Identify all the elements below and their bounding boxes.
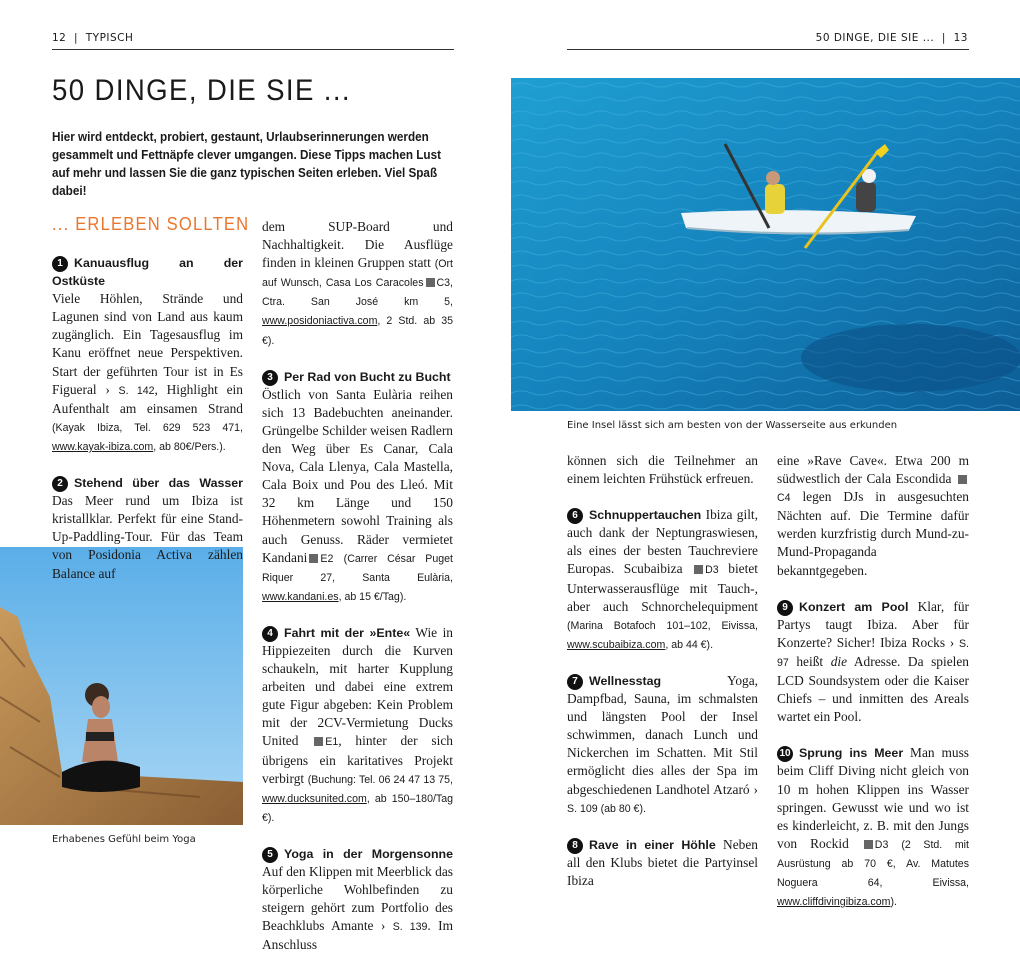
item-number-badge: 4 — [262, 626, 278, 642]
right-running-header: 50 DINGE, DIE SIE ... | 13 — [815, 32, 968, 44]
item-2-part-2: dem SUP-Board und Nachhaltigkeit. Die Ausflüge finden in kleinen Gruppen statt (Ort auf Wunsch, Casa Los Caracoles C3, Ctra. San José km 5, www.posidoniactiva.com, 2 Std. ab 35 €). — [262, 219, 453, 347]
map-icon — [958, 475, 967, 484]
item-heading: Yoga in der Morgensonne — [284, 846, 453, 861]
item-9: 9 Konzert am Pool Klar, für Partys taugt Ibiza. Aber für Konzerte? Sicher! Ibiza Rocks › S. 97 heißt die Adresse. Da spielen LCD Soundsystem oder die Kaiser Chiefs – und inmitten des Areals wartet ein Pool. — [777, 598, 969, 725]
item-2-part-1: 2 Stehend über das Wasser Das Meer rund um Ibiza ist kristallklar. Perfekt für eine Stand-Up-Paddling-Tour. Für das Team von Posidonia Activa zählen Balance auf — [52, 476, 243, 581]
right-header-rule — [567, 49, 969, 50]
item-number-badge: 9 — [777, 600, 793, 616]
item-number-badge: 6 — [567, 508, 583, 524]
item-heading: Sprung ins Meer — [799, 746, 904, 761]
left-running-header: 12 | TYPISCH — [52, 32, 134, 44]
section-subtitle: ... ERLEBEN SOLLTEN — [52, 214, 250, 234]
item-4: 4 Fahrt mit der »Ente« Wie in Hippiezeiten durch die Kurven schaukeln, mit harter Kupplung arbeiten und dabei eine extrem gute Figur abgeben: Kein Problem mit der 2CV-Vermietung Ducks United E1, hinter der sich übrigens ein karitatives Projekt verbirgt (Buchung: Tel. 06 24 47 13 75, www.ducksunited.com, ab 150–180/Tag €). — [262, 624, 453, 824]
item-5-part-2: können sich die Teilnehmer an einem leichten Frühstück erfreuen. — [567, 453, 758, 487]
item-7: 7 Wellnesstag Yoga, Dampfbad, Sauna, im schmalsten und längsten Pool der Insel schwimmen, danach Lunch und Nickerchen im Schatten. Mit Stil ermöglicht dies alles der Spa im abgeschiedenen Landhotel Atzaró › S. 109 (ab 80 €). — [567, 672, 758, 815]
item-number-badge: 8 — [567, 838, 583, 854]
item-heading: Fahrt mit der »Ente« — [284, 625, 411, 640]
item-number-badge: 5 — [262, 847, 278, 863]
cliffdiving-link[interactable]: www.cliffdivingibiza.com — [777, 896, 891, 909]
kayak-photo — [511, 78, 1020, 411]
kayak-caption: Eine Insel lässt sich am besten von der Wasserseite aus erkunden — [567, 420, 898, 431]
item-8-part-1: 8 Rave in einer Höhle Neben all den Klubs bietet die Partyinsel Ibiza — [567, 836, 758, 888]
item-6: 6 Schnuppertauchen Ibiza gilt, auch dank der Neptungraswiesen, als eines der besten Tauchreviere Europas. Scubaibiza D3 bietet Unterwasserausflüge mit Tauch-, aber auch Schnorchelequipment (Marina Botafoch 101–102, Eivissa, www.scubaibiza.com, ab 44 €). — [567, 507, 758, 651]
column-1 — [52, 254, 243, 601]
item-5-part-1: 5 Yoga in der Morgensonne Auf den Klippen mit Meerblick das körperliche Wohlbefinden zu steigern gehört zum Portfolio des Beachklubs Amante › S. 139. Im Anschluss — [262, 846, 453, 953]
map-icon — [309, 554, 318, 563]
left-section-label: TYPISCH — [85, 32, 134, 44]
column-4 — [777, 452, 969, 929]
posidonia-link[interactable]: www.posidoniactiva.com — [262, 315, 378, 328]
item-heading: Stehend über das Wasser — [74, 476, 243, 491]
item-heading: Kanuausflug an der Ostküste — [52, 256, 243, 289]
item-number-badge: 1 — [52, 256, 68, 272]
item-number-badge: 7 — [567, 674, 583, 690]
item-1: 1 Kanuausflug an der Ostküste Viele Höhlen, Strände und Lagunen sind von Land aus kaum zugänglich. Ein Tagesausflug im Kanu eröffnet neue Perspektiven. Start der geführten Tour ist in Es Figueral › S. 142, Highlight ein Aufenthalt am einsamen Strand (Kayak Ibiza, Tel. 629 523 471, www.kayak-ibiza.com, ab 80€/Pers.). — [52, 256, 243, 453]
item-10: 10 Sprung ins Meer Man muss beim Cliff Diving nicht gleich von 10 m hohen Klippen ins Wasser springen. Gewusst wie und wo ist es kinderleicht, z. B. mit den Jungs von Rockid D3 (2 Std. mit Ausrüstung ab 70 €, Av. Matutes Noguera 64, Eivissa, www.cliffdivingibiza.com). — [777, 745, 969, 909]
left-page-number: 12 — [52, 32, 67, 44]
intro-text: Hier wird entdeckt, probiert, gestaunt, Urlaubserinnerungen werden gesammelt und Fettnäpfe clever umgangen. Diese Tipps machen Lust auf mehr und lassen Sie die ganz typischen Seiten erleben. Viel Spaß dabei! — [52, 130, 441, 198]
map-icon — [694, 565, 703, 574]
right-section-label: 50 DINGE, DIE SIE ... — [815, 32, 935, 44]
kandani-link[interactable]: www.kandani.es — [262, 590, 339, 603]
item-number-badge: 10 — [777, 746, 793, 762]
item-8-part-2: eine »Rave Cave«. Etwa 200 m südwestlich der Cala Escondida C4 legen DJs in ausgesuchten Nächten auf. Die Termine dafür werden kurzfristig durch Mund-zu-Mund-Propaganda bekanntgegeben. — [777, 453, 969, 578]
scubaibiza-link[interactable]: www.scubaibiza.com — [567, 638, 666, 651]
map-icon — [864, 840, 873, 849]
item-heading: Wellnesstag — [589, 673, 662, 688]
page-title: 50 DINGE, DIE SIE ... — [52, 74, 351, 107]
item-number-badge: 3 — [262, 370, 278, 386]
right-page-number: 13 — [953, 32, 968, 44]
map-icon — [426, 278, 435, 287]
left-header-rule — [52, 49, 454, 50]
item-heading: Konzert am Pool — [799, 599, 909, 614]
item-number-badge: 2 — [52, 476, 68, 492]
column-2 — [262, 218, 453, 972]
item-heading: Per Rad von Bucht zu Bucht — [284, 369, 451, 384]
yoga-caption: Erhabenes Gefühl beim Yoga — [52, 834, 196, 845]
item-heading: Schnuppertauchen — [589, 508, 702, 523]
item-heading: Rave in einer Höhle — [589, 837, 716, 852]
kayak-ibiza-link[interactable]: www.kayak-ibiza.com — [52, 440, 154, 453]
map-icon — [314, 737, 323, 746]
item-3: 3 Per Rad von Bucht zu Bucht Östlich von Santa Eulària reihen sich 13 Badebuchten aneinander. Grüngelbe Schilder weisen Radlern den Weg über Es Canar, Cala Nova, Cala Llenya, Cala Mastella, Cala Boix und Pou des Lleó. Mit 32 km Länge und 150 Höhenmetern sowohl Training als auch Genuss. Räder vermietet Kandani E2 (Carrer César Puget Riquer 27, Santa Eulària, www.kandani.es, ab 15 €/Tag). — [262, 369, 453, 603]
column-3 — [567, 452, 758, 908]
ducksunited-link[interactable]: www.ducksunited.com — [262, 792, 367, 805]
